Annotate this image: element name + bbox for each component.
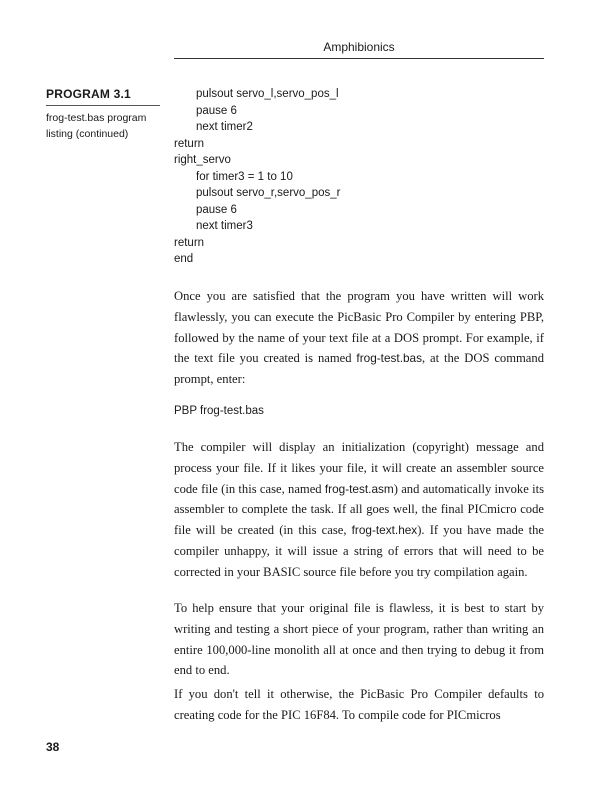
para2-text: The compiler will display an initialization (copyright) message and process your file. If it likes your file, it will create an assembler source code file (in this case, named (174, 440, 544, 496)
para2-text-mid: ) and automatically invoke its assembler to complete the task. If all goes well, the final PICmicro code file will be created (in this case, (174, 481, 544, 538)
command-line: PBP frog-test.bas (174, 405, 264, 417)
code-line: pause 6 (196, 104, 237, 117)
code-line: next timer2 (196, 121, 253, 133)
file-name: frog-text.hex (351, 523, 418, 538)
program-caption-line-2: listing (continued) (46, 128, 129, 140)
code-listing (174, 86, 544, 268)
code-line: next timer3 (196, 220, 253, 232)
file-name: frog-test.asm (324, 481, 394, 496)
code-line: pulsout servo_r,servo_pos_r (196, 187, 341, 199)
running-header: Amphibionics (323, 40, 395, 54)
code-line: end (174, 253, 194, 265)
para2-text-end: ). If you have made the compiler unhappy, it will issue a string of errors that will need to be corrected in your BASIC source file before you try compilation again. (174, 523, 544, 579)
code-line: pause 6 (196, 203, 237, 216)
paragraph-testing-advice: To help ensure that your original file is flawless, it is best to start by writing and testing a short piece of your program, rather than writing an entire 100,000-line monolith all at once and then trying to debug it from end to end. (174, 601, 544, 678)
paragraph-compiler-output (174, 437, 544, 583)
program-caption-line-1: frog-test.bas program (46, 112, 147, 124)
paragraph-default-target: If you don't tell it otherwise, the PicBasic Pro Compiler defaults to creating code for the PIC 16F84. To compile code for PICmicros (174, 687, 544, 722)
paragraph-execute-compiler (174, 286, 544, 390)
file-name: frog-test.bas (356, 351, 422, 366)
program-label: PROGRAM 3.1 (46, 87, 160, 106)
code-line: pulsout servo_l,servo_pos_l (196, 88, 339, 100)
code-line: right_servo (174, 154, 231, 166)
code-line: return (174, 236, 205, 249)
code-line: for timer3 = 1 to 10 (196, 170, 293, 183)
code-line: return (174, 137, 205, 150)
program-caption (46, 110, 160, 142)
header-rule (174, 58, 544, 59)
program-sidebar (46, 87, 160, 142)
para1-text: Once you are satisfied that the program you have written will work flawlessly, you can execute the PicBasic Pro Compiler by entering PBP, followed by the name of your text file at a DOS prompt. For example, if the text file you created is named (174, 289, 544, 366)
para1-text-end: , at the DOS command prompt, enter: (174, 351, 544, 387)
page-number: 38 (46, 740, 60, 754)
